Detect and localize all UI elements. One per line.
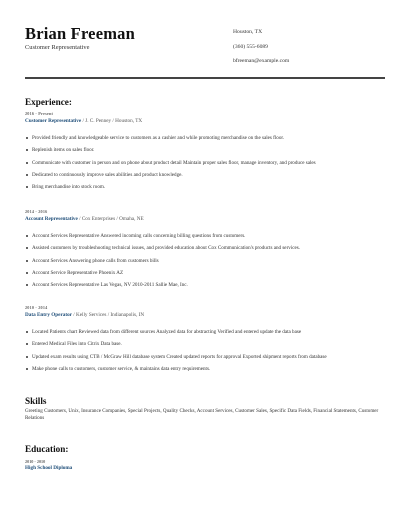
job-entry <box>25 305 385 318</box>
job-company: / Kelly Services / Indianapolis, IN <box>71 312 145 318</box>
list-item: Account Services Answering phone calls from customers bills <box>25 258 385 270</box>
job-title: Account Representative <box>25 216 78 222</box>
list-item: Communicate with customer in person and on phone about product detail Maintain proper sales floor, manage inventory, and produce sales <box>25 160 385 172</box>
job-bullets <box>25 233 385 294</box>
header-divider <box>25 77 385 79</box>
list-item: Account Services Representative Las Vegas, NV 2010-2011 Sallie Mae, Inc. <box>25 282 385 294</box>
contact-info <box>233 29 289 73</box>
job-header <box>25 118 385 124</box>
job-entry <box>25 111 385 124</box>
experience-heading: Experience: <box>25 97 72 107</box>
skills-list: Greeting Customers, Unix, Insurance Companies, Special Projects, Quality Checks, Account Services, Customer Sales, Specific Data Fields, Financial Statements, Customer Relations <box>25 408 379 422</box>
job-dates: 2014 - 2016 <box>25 209 48 214</box>
list-item: Replenish items on sales floor. <box>25 147 385 159</box>
skills-heading: Skills <box>25 396 47 406</box>
contact-email: bfreeman@example.com <box>233 58 290 64</box>
list-item: Account Service Representative Phoenix AZ <box>25 270 385 282</box>
education-degree: High School Diploma <box>25 465 73 471</box>
job-header <box>25 216 385 222</box>
education-dates: 2010 - 2010 <box>25 459 46 464</box>
contact-phone: (360) 555-6089 <box>233 43 268 50</box>
job-company: / J. C. Penney / Houston, TX <box>81 118 143 124</box>
job-title: Customer Representative <box>25 118 82 124</box>
job-bullets <box>25 135 385 196</box>
job-dates: 2016 - Present <box>25 111 54 116</box>
contact-location: Houston, TX <box>233 29 263 35</box>
job-bullets <box>25 329 385 378</box>
list-item: Located Patients chart Reviewed data from different sources Analyzed data for abstracting Verified and entered update the data base <box>25 329 385 341</box>
job-dates: 2010 - 2014 <box>25 305 48 310</box>
education-heading: Education: <box>25 444 69 454</box>
list-item: Dedicated to continuously improve sales abilities and product knowledge. <box>25 172 385 184</box>
list-item: Provided friendly and knowledgeable service to customers as a cashier and while promoting merchandise on the sales floor. <box>25 135 385 147</box>
list-item: Make phone calls to customers, customer service, & maintains data entry requirements. <box>25 366 385 378</box>
job-header <box>25 312 385 318</box>
job-title: Data Entry Operator <box>25 312 72 318</box>
list-item: Updated exam results using CTB / McGraw Hill database system Created updated reports for approval Exported shipment reports from database <box>25 354 385 366</box>
list-item: Assisted customers by troubleshooting technical issues, and provided education about Cox Communication's products and services. <box>25 245 385 257</box>
candidate-name: Brian Freeman <box>25 24 135 43</box>
candidate-role: Customer Representative <box>25 44 90 51</box>
list-item: Entered Medical Files into Citrix Data base. <box>25 341 385 353</box>
list-item: Bring merchandise into stock room. <box>25 184 385 196</box>
list-item: Account Services Representative Answered incoming calls concerning billing questions from customers. <box>25 233 385 245</box>
job-company: / Cox Enterprises / Omaha, NE <box>77 216 144 222</box>
job-entry <box>25 209 385 222</box>
